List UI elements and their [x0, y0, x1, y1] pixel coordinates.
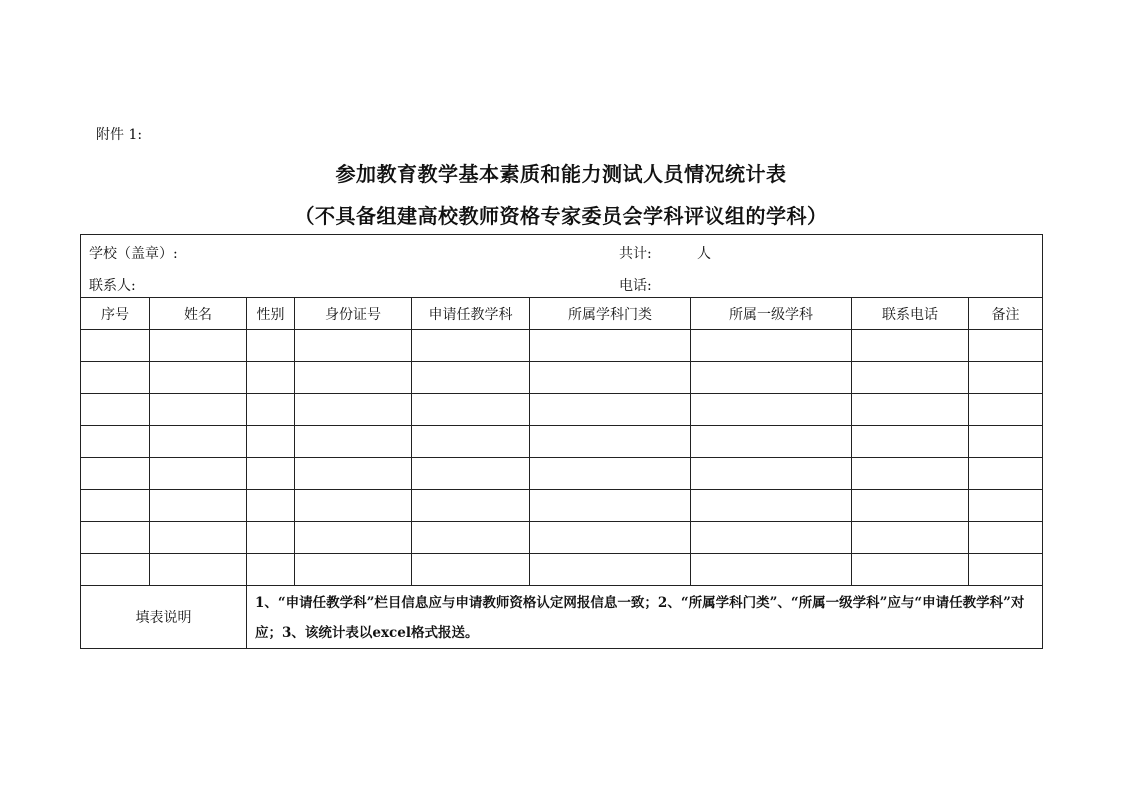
table-cell[interactable]	[150, 330, 247, 362]
table-cell[interactable]	[530, 490, 691, 522]
notes-row	[81, 586, 1043, 649]
table-cell[interactable]	[691, 458, 852, 490]
table-cell[interactable]	[852, 362, 969, 394]
table-cell[interactable]	[969, 426, 1043, 458]
table-cell[interactable]	[852, 490, 969, 522]
table-row	[81, 522, 1043, 554]
table-cell[interactable]	[852, 458, 969, 490]
notes-label: 填表说明	[81, 586, 247, 649]
table-cell[interactable]	[412, 362, 530, 394]
table-cell[interactable]	[691, 490, 852, 522]
info-section	[81, 235, 1043, 298]
table-cell[interactable]	[295, 554, 412, 586]
table-cell[interactable]	[295, 330, 412, 362]
column-header-serial: 序号	[81, 298, 150, 330]
table-cell[interactable]	[247, 554, 295, 586]
column-header-gender: 性别	[247, 298, 295, 330]
table-cell[interactable]	[691, 362, 852, 394]
table-cell[interactable]	[81, 458, 150, 490]
school-stamp-label: 学校（盖章）:	[89, 246, 178, 262]
table-cell[interactable]	[969, 554, 1043, 586]
table-cell[interactable]	[530, 330, 691, 362]
document-subtitle: （不具备组建高校教师资格专家委员会学科评议组的学科）	[294, 204, 828, 228]
column-header-remarks: 备注	[969, 298, 1043, 330]
column-header-first-level-discipline: 所属一级学科	[691, 298, 852, 330]
table-cell[interactable]	[852, 554, 969, 586]
table-row	[81, 394, 1043, 426]
table-row	[81, 426, 1043, 458]
table-cell[interactable]	[81, 394, 150, 426]
table-cell[interactable]	[969, 522, 1043, 554]
table-cell[interactable]	[150, 554, 247, 586]
table-cell[interactable]	[81, 426, 150, 458]
column-header-teaching-subject: 申请任教学科	[412, 298, 530, 330]
table-cell[interactable]	[412, 330, 530, 362]
table-cell[interactable]	[530, 394, 691, 426]
column-header-id-number: 身份证号	[295, 298, 412, 330]
table-cell[interactable]	[247, 458, 295, 490]
contact-person-label: 联系人:	[89, 278, 136, 294]
table-cell[interactable]	[247, 330, 295, 362]
table-cell[interactable]	[691, 554, 852, 586]
table-cell[interactable]	[412, 426, 530, 458]
table-cell[interactable]	[969, 394, 1043, 426]
table-cell[interactable]	[81, 522, 150, 554]
table-cell[interactable]	[412, 490, 530, 522]
table-cell[interactable]	[969, 458, 1043, 490]
notes-text: 1、“申请任教学科”栏目信息应与申请教师资格认定网报信息一致；2、“所属学科门类”、“所属一级学科”应与“申请任教学科”对应；3、该统计表以excel格式报送。	[247, 586, 1043, 649]
table-cell[interactable]	[295, 362, 412, 394]
phone-label: 电话:	[619, 278, 652, 294]
table-row	[81, 362, 1043, 394]
table-cell[interactable]	[969, 490, 1043, 522]
table-cell[interactable]	[412, 554, 530, 586]
table-row	[81, 490, 1043, 522]
table-cell[interactable]	[852, 330, 969, 362]
statistics-table	[80, 234, 1043, 649]
table-cell[interactable]	[247, 522, 295, 554]
table-cell[interactable]	[530, 522, 691, 554]
table-header-row	[81, 298, 1043, 330]
table-cell[interactable]	[852, 522, 969, 554]
table-cell[interactable]	[247, 394, 295, 426]
table-cell[interactable]	[247, 426, 295, 458]
table-cell[interactable]	[295, 522, 412, 554]
table-cell[interactable]	[412, 522, 530, 554]
table-cell[interactable]	[412, 458, 530, 490]
attachment-label: 附件 1:	[96, 127, 143, 143]
table-cell[interactable]	[530, 426, 691, 458]
table-cell[interactable]	[852, 426, 969, 458]
total-label: 共计:	[619, 246, 652, 262]
table-cell[interactable]	[150, 362, 247, 394]
table-row	[81, 554, 1043, 586]
table-cell[interactable]	[969, 362, 1043, 394]
table-cell[interactable]	[295, 490, 412, 522]
table-cell[interactable]	[150, 426, 247, 458]
table-cell[interactable]	[150, 522, 247, 554]
table-cell[interactable]	[247, 490, 295, 522]
table-cell[interactable]	[852, 394, 969, 426]
table-cell[interactable]	[969, 330, 1043, 362]
table-cell[interactable]	[295, 458, 412, 490]
table-cell[interactable]	[81, 362, 150, 394]
table-cell[interactable]	[247, 362, 295, 394]
table-cell[interactable]	[530, 554, 691, 586]
column-header-phone: 联系电话	[852, 298, 969, 330]
table-cell[interactable]	[295, 394, 412, 426]
document-title: 参加教育教学基本素质和能力测试人员情况统计表	[335, 162, 787, 186]
table-cell[interactable]	[691, 330, 852, 362]
table-row	[81, 458, 1043, 490]
table-cell[interactable]	[295, 426, 412, 458]
total-unit: 人	[697, 246, 711, 262]
table-cell[interactable]	[150, 490, 247, 522]
table-cell[interactable]	[691, 426, 852, 458]
table-cell[interactable]	[530, 458, 691, 490]
table-cell[interactable]	[81, 330, 150, 362]
table-cell[interactable]	[81, 554, 150, 586]
table-cell[interactable]	[530, 362, 691, 394]
table-cell[interactable]	[150, 458, 247, 490]
table-cell[interactable]	[691, 394, 852, 426]
table-cell[interactable]	[412, 394, 530, 426]
table-cell[interactable]	[81, 490, 150, 522]
table-cell[interactable]	[691, 522, 852, 554]
column-header-name: 姓名	[150, 298, 247, 330]
column-header-discipline-category: 所属学科门类	[530, 298, 691, 330]
table-row	[81, 330, 1043, 362]
table-cell[interactable]	[150, 394, 247, 426]
